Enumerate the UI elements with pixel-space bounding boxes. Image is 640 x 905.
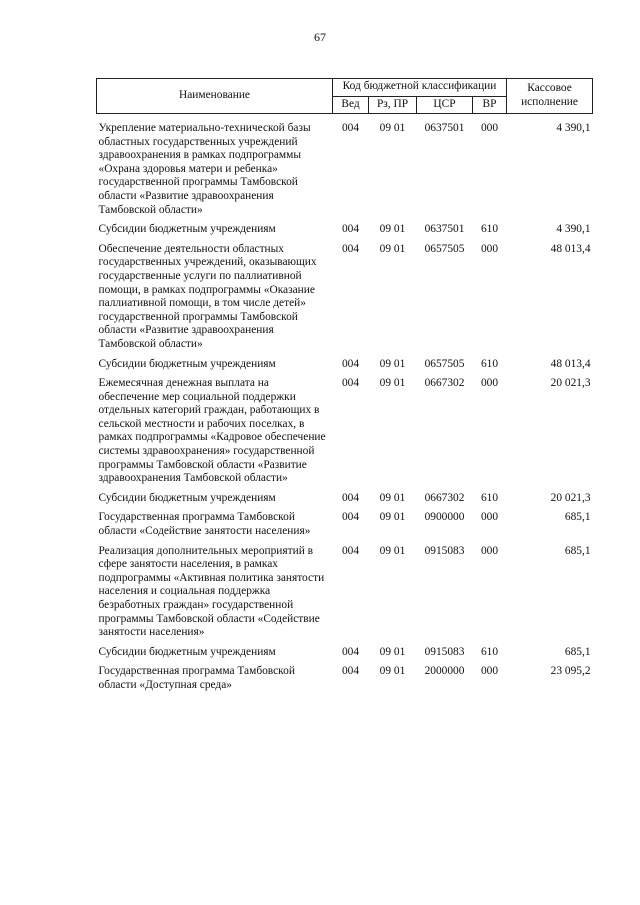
row-ved: 004 (341, 491, 360, 504)
row-vr: 000 (480, 544, 499, 557)
row-rz-pr: 09 01 (379, 491, 406, 504)
row-csr: 0915083 (424, 544, 465, 557)
row-rz-pr: 09 01 (379, 665, 406, 678)
header-name: Наименование (97, 79, 333, 114)
table-row (97, 221, 593, 241)
row-rz-pr: 09 01 (379, 122, 406, 134)
row-vr: 000 (480, 122, 499, 134)
row-vr: 610 (480, 645, 499, 658)
row-name: Ежемесячная денежная выплата на обеспечение мер социальной поддержки отдельных категорий граждан, работающих в сельской местности и рабочих поселках, в рамках подпрограммы «Кадровое обеспечение системы здравоохранения» государственной программы Тамбовской области «Развитие здравоохранения Тамбовской области» (98, 377, 326, 485)
header-code-group: Код бюджетной классификации (333, 79, 507, 97)
row-csr: 0657505 (424, 242, 465, 255)
table-row (97, 490, 593, 510)
row-amount: 685,1 (564, 645, 591, 658)
row-ved: 004 (341, 544, 360, 557)
row-csr: 0637501 (424, 223, 465, 236)
row-name: Субсидии бюджетным учреждениям (98, 223, 276, 236)
table-row (97, 509, 593, 542)
row-name: Укрепление материально-технической базы областных государственных учреждений здравоохранения в рамках подпрограммы «Охрана здоровья матери и ребенка» государственной программы Тамбовской области «Развитие здравоохранения Тамбовской области» (98, 122, 311, 216)
row-vr: 000 (480, 511, 499, 524)
row-csr: 0637501 (424, 122, 465, 134)
row-vr: 000 (480, 377, 499, 390)
row-amount: 20 021,3 (550, 491, 591, 504)
row-vr: 610 (480, 357, 499, 370)
row-name: Государственная программа Тамбовской области «Доступная среда» (98, 665, 295, 691)
row-ved: 004 (341, 665, 360, 678)
header-amount: Кассовое исполнение (507, 79, 593, 114)
row-name: Субсидии бюджетным учреждениям (98, 645, 276, 658)
header-csr: ЦСР (417, 96, 473, 114)
row-ved: 004 (341, 357, 360, 370)
table-row (97, 543, 593, 644)
row-csr: 0915083 (424, 645, 465, 658)
row-rz-pr: 09 01 (379, 645, 406, 658)
header-vr: ВР (473, 96, 507, 114)
row-name: Государственная программа Тамбовской области «Содействие занятости населения» (98, 511, 311, 538)
row-csr: 2000000 (424, 665, 465, 678)
row-ved: 004 (341, 511, 360, 524)
table-row (97, 375, 593, 490)
page-number: 67 (314, 30, 326, 44)
row-rz-pr: 09 01 (379, 544, 406, 557)
table-row (97, 663, 593, 696)
row-vr: 610 (480, 491, 499, 504)
row-amount: 48 013,4 (550, 242, 591, 255)
row-amount: 4 390,1 (556, 223, 591, 236)
row-amount: 48 013,4 (550, 357, 591, 370)
row-rz-pr: 09 01 (379, 242, 406, 255)
row-amount: 20 021,3 (550, 377, 591, 390)
row-ved: 004 (341, 122, 360, 134)
row-name: Субсидии бюджетным учреждениям (98, 357, 276, 370)
header-ved: Вед (333, 96, 369, 114)
row-ved: 004 (341, 242, 360, 255)
row-amount: 685,1 (564, 511, 591, 524)
row-csr: 0657505 (424, 357, 465, 370)
row-vr: 000 (480, 242, 499, 255)
row-rz-pr: 09 01 (379, 223, 406, 236)
row-amount: 4 390,1 (556, 122, 591, 134)
row-rz-pr: 09 01 (379, 357, 406, 370)
row-rz-pr: 09 01 (379, 377, 406, 390)
budget-table (96, 78, 593, 697)
row-rz-pr: 09 01 (379, 511, 406, 524)
row-ved: 004 (341, 223, 360, 236)
header-rz-pr: Рз, ПР (369, 96, 417, 114)
row-csr: 0667302 (424, 377, 465, 390)
table-row (97, 644, 593, 664)
row-ved: 004 (341, 645, 360, 658)
row-vr: 000 (480, 665, 499, 678)
row-amount: 685,1 (564, 544, 591, 557)
row-amount: 23 095,2 (550, 665, 591, 678)
row-name: Реализация дополнительных мероприятий в сфере занятости населения, в рамках подпрограммы «Активная политика занятости населения и социальная поддержка безработных граждан» государственной программы Тамбовской области «Содействие занятости населения» (98, 544, 325, 639)
row-csr: 0667302 (424, 491, 465, 504)
row-vr: 610 (480, 223, 499, 236)
row-name: Обеспечение деятельности областных государственных учреждений, оказывающих государственные услуги по паллиативной помощи, в рамках подпрограммы «Оказание паллиативной помощи, в том числе детей» государственной программы Тамбовской области «Развитие здравоохранения Тамбовской области» (98, 242, 317, 350)
table-row (97, 356, 593, 376)
row-ved: 004 (341, 377, 360, 390)
table-row (97, 241, 593, 356)
row-csr: 0900000 (424, 511, 465, 524)
row-name: Субсидии бюджетным учреждениям (98, 491, 276, 504)
table-row (97, 120, 593, 221)
